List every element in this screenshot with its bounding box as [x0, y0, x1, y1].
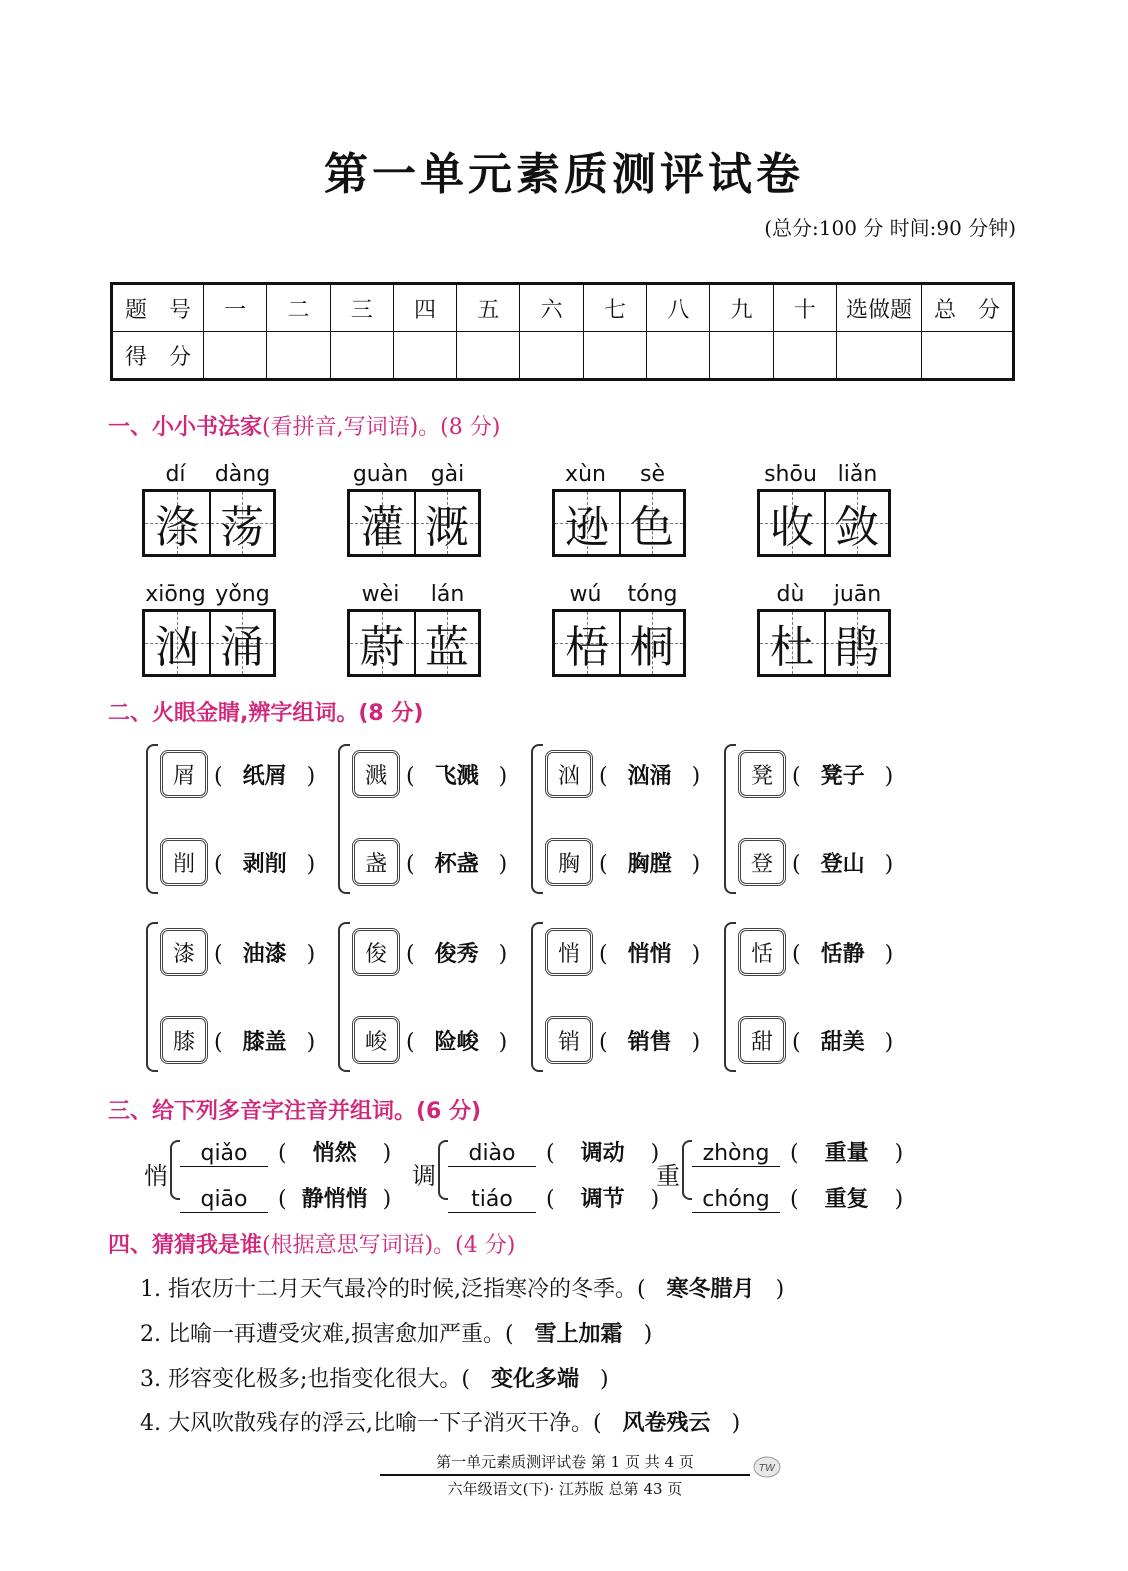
framed-char: 盏	[352, 838, 400, 886]
answer-paren[interactable]: ( 调节 )	[546, 1182, 659, 1213]
answer-paren[interactable]: ( 油漆 )	[214, 937, 315, 968]
table-column-header: 八	[647, 284, 710, 332]
pinyin-answer[interactable]: qiǎo	[180, 1141, 268, 1167]
score-cell[interactable]	[922, 332, 1014, 380]
pinyin-row	[142, 582, 276, 606]
brace-icon	[724, 922, 736, 1072]
tianzige-cell[interactable]	[760, 492, 824, 554]
word-box	[552, 462, 686, 557]
publisher-logo-icon	[752, 1455, 782, 1479]
reading-line	[180, 1136, 391, 1167]
char-row	[160, 928, 315, 976]
word-box	[142, 462, 276, 557]
word-box	[757, 582, 891, 677]
tianzige-cell[interactable]	[824, 612, 888, 674]
tianzige-cell[interactable]	[414, 492, 478, 554]
pinyin-row	[142, 462, 276, 486]
brace-icon	[531, 922, 543, 1072]
pinyin-syllable: dí	[165, 462, 186, 487]
polyphone-char: 重	[656, 1162, 680, 1190]
framed-char: 甜	[738, 1016, 786, 1064]
answer-paren[interactable]: ( 调动 )	[546, 1136, 659, 1167]
pinyin-syllable: guàn	[352, 462, 409, 487]
tianzige-cell[interactable]	[555, 492, 619, 554]
tianzige-boxes	[142, 489, 276, 557]
framed-char: 胸	[545, 838, 593, 886]
logo-text: TW	[759, 1463, 775, 1474]
table-column-header: 十	[773, 284, 836, 332]
char-row	[738, 928, 893, 976]
tianzige-cell[interactable]	[555, 612, 619, 674]
answer-word: 胸膛	[627, 851, 672, 877]
section-heading-part3: 三、给下列多音字注音并组词。(6 分)	[108, 1099, 482, 1124]
answer-paren[interactable]: ( 剥削 )	[214, 847, 315, 878]
written-char: 逊	[565, 502, 609, 553]
framed-char: 溅	[352, 750, 400, 798]
answer-paren[interactable]: ( 重复 )	[790, 1182, 903, 1213]
pinyin-syllable: juān	[833, 582, 882, 607]
reading-line	[692, 1182, 903, 1213]
brace-icon	[438, 1140, 448, 1200]
score-cell[interactable]	[330, 332, 393, 380]
score-table	[110, 282, 1015, 381]
question-text: 4. 大风吹散残存的浮云,比喻一下子消灭干净。(	[140, 1411, 602, 1436]
char-row	[545, 838, 700, 886]
framed-char: 登	[738, 838, 786, 886]
framed-char: 俊	[352, 928, 400, 976]
table-column-header: 三	[330, 284, 393, 332]
written-char: 蓝	[425, 622, 469, 673]
written-char: 色	[630, 502, 674, 553]
footer-line-2: 六年级语文(下)· 江苏版 总第 43 页	[447, 1480, 683, 1498]
answer-word: 飞溅	[434, 763, 479, 789]
written-char: 梧	[565, 622, 609, 673]
pinyin-row	[552, 582, 686, 606]
reading-line	[180, 1182, 391, 1213]
word-box	[347, 462, 481, 557]
answer-paren[interactable]: ( 甜美 )	[792, 1025, 893, 1056]
table-row-label: 题 号	[112, 284, 204, 332]
framed-char: 屑	[160, 750, 208, 798]
tianzige-cell[interactable]	[145, 492, 209, 554]
table-column-header: 五	[457, 284, 520, 332]
char-row	[160, 1016, 315, 1064]
pinyin-syllable: shōu	[764, 462, 817, 487]
score-cell[interactable]	[457, 332, 520, 380]
pinyin-syllable: xiōng	[145, 582, 206, 607]
tianzige-cell[interactable]	[350, 492, 414, 554]
char-row	[160, 838, 315, 886]
score-table-score-row	[112, 332, 1014, 380]
tianzige-cell[interactable]	[760, 612, 824, 674]
score-cell[interactable]	[583, 332, 646, 380]
framed-char: 汹	[545, 750, 593, 798]
char-row	[352, 928, 507, 976]
question-text: 1. 指农历十二月天气最冷的时候,泛指寒冷的冬季。(	[140, 1277, 646, 1302]
pinyin-syllable: wèi	[361, 582, 400, 607]
brace-icon	[682, 1140, 692, 1200]
score-cell[interactable]	[393, 332, 456, 380]
pinyin-syllable: sè	[640, 462, 665, 487]
table-column-header: 四	[393, 284, 456, 332]
footer-line-1: 第一单元素质测评试卷 第 1 页 共 4 页	[380, 1451, 750, 1476]
written-char: 涤	[155, 502, 199, 553]
pinyin-syllable: xùn	[565, 462, 606, 487]
answer-paren[interactable]: ( 重量 )	[790, 1136, 903, 1167]
answer-word: 调节	[580, 1187, 625, 1212]
answer-paren[interactable]: ( 汹涌 )	[599, 759, 700, 790]
tianzige-boxes	[552, 609, 686, 677]
answer-word: 调动	[580, 1141, 625, 1166]
answer-paren[interactable]: ( 销售 )	[599, 1025, 700, 1056]
answer-paren[interactable]: ( 胸膛 )	[599, 847, 700, 878]
tianzige-boxes	[552, 489, 686, 557]
pinyin-row	[552, 462, 686, 486]
char-row	[545, 750, 700, 798]
answer-paren[interactable]: ( 险峻 )	[406, 1025, 507, 1056]
tianzige-boxes	[347, 609, 481, 677]
written-char: 蔚	[360, 622, 404, 673]
table-column-header: 一	[204, 284, 267, 332]
tianzige-boxes	[757, 489, 891, 557]
answer-word: 汹涌	[627, 763, 672, 789]
char-row	[545, 928, 700, 976]
pinyin-answer[interactable]: diào	[448, 1141, 536, 1167]
answer-word: 销售	[627, 1029, 672, 1055]
brace-icon	[338, 744, 350, 894]
brace-icon	[338, 922, 350, 1072]
pinyin-syllable: dàng	[214, 462, 271, 487]
answer-paren[interactable]: ( 静悄悄 )	[278, 1182, 391, 1213]
answer-word[interactable]: 雪上加霜	[534, 1322, 623, 1347]
question-text: 3. 形容变化极多;也指变化很大。(	[140, 1367, 470, 1392]
pinyin-syllable: liǎn	[837, 462, 878, 487]
pinyin-row	[757, 582, 891, 606]
answer-word: 险峻	[434, 1029, 479, 1055]
pinyin-answer[interactable]: qiāo	[180, 1187, 268, 1213]
pinyin-answer[interactable]: chóng	[692, 1187, 780, 1213]
answer-word: 油漆	[242, 941, 287, 967]
answer-word[interactable]: 寒冬腊月	[666, 1277, 755, 1302]
polyphone-char: 调	[412, 1162, 436, 1190]
tianzige-boxes	[142, 609, 276, 677]
tianzige-cell[interactable]	[209, 492, 273, 554]
answer-word: 静悄悄	[301, 1187, 368, 1212]
written-char: 汹	[155, 622, 199, 673]
framed-char: 悄	[545, 928, 593, 976]
question-item: 2. 比喻一再遭受灾难,损害愈加严重。( 雪上加霜 )	[140, 1317, 652, 1348]
answer-paren[interactable]: ( 恬静 )	[792, 937, 893, 968]
answer-word: 剥削	[242, 851, 287, 877]
pinyin-answer[interactable]: zhòng	[692, 1141, 780, 1167]
table-column-header: 选做题	[837, 284, 922, 332]
written-char: 杜	[770, 622, 814, 673]
char-row	[352, 838, 507, 886]
answer-paren[interactable]: ( 飞溅 )	[406, 759, 507, 790]
char-row	[738, 838, 893, 886]
answer-paren[interactable]: ( 登山 )	[792, 847, 893, 878]
framed-char: 削	[160, 838, 208, 886]
brace-icon	[170, 1140, 180, 1200]
answer-paren[interactable]: ( 悄然 )	[278, 1136, 391, 1167]
framed-char: 峻	[352, 1016, 400, 1064]
word-box	[142, 582, 276, 677]
tianzige-cell[interactable]	[619, 612, 683, 674]
reading-line	[692, 1136, 903, 1167]
brace-icon	[724, 744, 736, 894]
brace-icon	[531, 744, 543, 894]
tianzige-cell[interactable]	[145, 612, 209, 674]
score-table-header-row	[112, 284, 1014, 332]
pinyin-syllable: lán	[430, 582, 465, 607]
answer-paren[interactable]: ( 悄悄 )	[599, 937, 700, 968]
written-char: 鹃	[835, 622, 879, 673]
tianzige-boxes	[757, 609, 891, 677]
table-column-header: 二	[267, 284, 330, 332]
section-heading-part2: 二、火眼金睛,辨字组词。(8 分)	[108, 701, 424, 726]
score-cell[interactable]	[520, 332, 583, 380]
answer-word: 纸屑	[242, 763, 287, 789]
answer-word: 悄悄	[627, 941, 672, 967]
pinyin-row	[347, 462, 481, 486]
page-footer	[380, 1451, 750, 1499]
written-char: 敛	[835, 502, 879, 553]
answer-word: 悄然	[312, 1141, 357, 1166]
answer-paren[interactable]: ( 纸屑 )	[214, 759, 315, 790]
pinyin-syllable: yǒng	[215, 582, 270, 607]
section-heading-part1	[108, 410, 500, 441]
score-cell[interactable]	[710, 332, 773, 380]
question-text: 2. 比喻一再遭受灾难,损害愈加严重。(	[140, 1322, 514, 1347]
section-title: 一、小小书法家	[108, 415, 263, 440]
written-char: 灌	[360, 502, 404, 553]
char-row	[352, 1016, 507, 1064]
written-char: 溉	[425, 502, 469, 553]
table-row-label: 得 分	[112, 332, 204, 380]
brace-icon	[146, 922, 158, 1072]
tianzige-cell[interactable]	[414, 612, 478, 674]
char-row	[738, 750, 893, 798]
tianzige-cell[interactable]	[619, 492, 683, 554]
question-item: 1. 指农历十二月天气最冷的时候,泛指寒冷的冬季。( 寒冬腊月 )	[140, 1272, 784, 1303]
answer-word: 杯盏	[434, 851, 479, 877]
written-char: 桐	[630, 622, 674, 673]
pinyin-syllable: tóng	[627, 582, 678, 607]
pinyin-row	[757, 462, 891, 486]
written-char: 涌	[220, 622, 264, 673]
brace-icon	[146, 744, 158, 894]
pinyin-syllable: gài	[430, 462, 465, 487]
answer-word: 登山	[820, 851, 865, 877]
score-time-info: (总分:100 分 时间:90 分钟)	[764, 216, 1016, 240]
table-column-header: 总 分	[922, 284, 1014, 332]
written-char: 收	[770, 502, 814, 553]
framed-char: 恬	[738, 928, 786, 976]
section-heading-part4	[108, 1228, 515, 1259]
word-box	[757, 462, 891, 557]
table-column-header: 六	[520, 284, 583, 332]
framed-char: 膝	[160, 1016, 208, 1064]
polyphone-char: 悄	[144, 1162, 168, 1190]
score-cell[interactable]	[773, 332, 836, 380]
score-cell[interactable]	[837, 332, 922, 380]
tianzige-cell[interactable]	[350, 612, 414, 674]
answer-paren[interactable]: ( 杯盏 )	[406, 847, 507, 878]
answer-word: 重复	[824, 1187, 869, 1212]
word-box	[552, 582, 686, 677]
answer-word[interactable]: 变化多端	[490, 1367, 579, 1392]
answer-paren[interactable]: ( 凳子 )	[792, 759, 893, 790]
page-title: 第一单元素质测评试卷	[324, 149, 804, 200]
section-title: 四、猜猜我是谁	[108, 1233, 263, 1258]
score-cell[interactable]	[204, 332, 267, 380]
char-row	[738, 1016, 893, 1064]
reading-line	[448, 1182, 659, 1213]
char-row	[160, 750, 315, 798]
answer-paren[interactable]: ( 俊秀 )	[406, 937, 507, 968]
score-cell[interactable]	[647, 332, 710, 380]
tianzige-cell[interactable]	[824, 492, 888, 554]
table-column-header: 七	[583, 284, 646, 332]
pinyin-syllable: wú	[569, 582, 602, 607]
tianzige-cell[interactable]	[209, 612, 273, 674]
answer-word[interactable]: 风卷残云	[622, 1411, 711, 1436]
tianzige-boxes	[347, 489, 481, 557]
framed-char: 销	[545, 1016, 593, 1064]
word-box	[347, 582, 481, 677]
answer-word: 俊秀	[434, 941, 479, 967]
score-cell[interactable]	[267, 332, 330, 380]
reading-line	[448, 1136, 659, 1167]
pinyin-answer[interactable]: tiáo	[448, 1187, 536, 1213]
pinyin-row	[347, 582, 481, 606]
question-item: 3. 形容变化极多;也指变化很大。( 变化多端 )	[140, 1362, 609, 1393]
answer-word: 甜美	[820, 1029, 865, 1055]
answer-word: 膝盖	[242, 1029, 287, 1055]
table-column-header: 九	[710, 284, 773, 332]
answer-paren[interactable]: ( 膝盖 )	[214, 1025, 315, 1056]
char-row	[545, 1016, 700, 1064]
pinyin-syllable: dù	[776, 582, 805, 607]
section-note: (看拼音,写词语)。(8 分)	[262, 415, 501, 440]
char-row	[352, 750, 507, 798]
section-note: (根据意思写词语)。(4 分)	[262, 1233, 516, 1258]
written-char: 荡	[220, 502, 264, 553]
framed-char: 凳	[738, 750, 786, 798]
framed-char: 漆	[160, 928, 208, 976]
answer-word: 凳子	[820, 763, 865, 789]
question-item: 4. 大风吹散残存的浮云,比喻一下子消灭干净。( 风卷残云 )	[140, 1406, 740, 1437]
answer-word: 重量	[824, 1141, 869, 1166]
answer-word: 恬静	[820, 941, 865, 967]
